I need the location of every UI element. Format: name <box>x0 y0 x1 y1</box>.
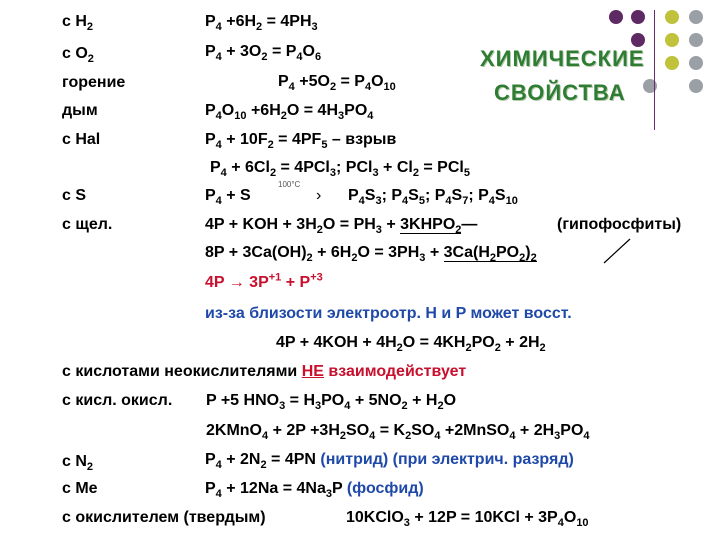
label-oxidizer: с окислителем (твердым) <box>62 509 266 526</box>
sulfur-arrow-icon: › <box>316 187 322 204</box>
reaction-alkali-1: 4P + KOH + $3H_2O = PH_3$ + $3KHPO_2—$ <box>205 216 478 237</box>
gray-dot <box>689 56 703 70</box>
me-note: (фосфид) <box>346 480 424 497</box>
reaction-fluorine: $P_4 + 10F_2 = 4PF_5$ – взрыв <box>205 131 397 152</box>
reaction-o2: $P_4 + 3O_2 = P_4O_6$ <box>205 43 322 64</box>
reaction-n2: $P_4 + 2N_2 = 4PN$ (нитрид) (при электрич. разряд) <box>205 451 574 472</box>
label-h2: с $H_2$ <box>62 13 94 34</box>
reaction-ox-2: 2KMnO$_4$ + $2P +3H_2SO_4 = K_2SO_4$ +2MnSO$_4$ + $2H_3PO_4$ <box>206 422 590 443</box>
reaction-nonox <box>62 362 466 382</box>
label-burn: горение <box>62 74 126 91</box>
gray-dot <box>689 79 703 93</box>
n2-note: (нитрид) (при электрич. разряд) <box>320 451 574 468</box>
purple-dot <box>631 10 645 24</box>
title-line-2: СВОЙСТВА <box>494 80 626 105</box>
title-line-1: ХИМИЧЕСКИЕ <box>480 46 645 71</box>
reaction-alkali-3: $4P + 4KOH + 4H_2O = 4KH_2PO_2 + 2H_2$ <box>276 334 546 355</box>
reaction-me: $P_4 + 12Na = 4Na_3P$ (фосфид) <box>205 480 424 501</box>
purple-dot <box>631 33 645 47</box>
reaction-smoke: $P_4O_{10} +6H_2O = 4H_3PO_4$ <box>205 102 374 123</box>
reaction-sulfur-products: $P_4S_3$; $P_4S_5$; $P_4S_7$; $P_4S_{10}$ <box>348 187 518 208</box>
reaction-h2: $P_4 +6H_2 = 4PH_3$ <box>205 13 318 34</box>
reaction-sulfur: $P_4 + S$ <box>205 187 251 208</box>
purple-dot <box>609 10 623 24</box>
reaction-oxidizer: 10KClO$_3$ + $12P = 10KCl + 3P_4O_{10}$ <box>346 509 589 530</box>
nonox-not: НЕ <box>301 363 324 380</box>
reaction-disproportionation: $4P \to 3P^{+1} + P^{+3}$ <box>205 271 323 291</box>
decor-line <box>654 10 655 130</box>
label-hal: с Hal <box>62 131 101 148</box>
label-alkali: с щел. <box>62 216 113 233</box>
label-me: с Me <box>62 480 98 497</box>
alkali-note: (гипофосфиты) <box>557 216 682 233</box>
reaction-burn: $P_4 +5O_2 = P_4O_{10}$ <box>278 73 396 94</box>
label-n2: с $N_2$ <box>62 453 94 474</box>
reaction-note: из-за близости электроотр. H и P может восст. <box>205 305 572 322</box>
reaction-ox-1: P +5 $HNO_3 = H_3PO_4 + 5NO_2 + H_2O$ <box>206 392 457 413</box>
label-smoke: дым <box>62 102 98 119</box>
reaction-alkali-2: $8P + 3Ca(OH)_2 + 6H_2O = 3PH_3 + 3Ca(H_2PO_2)_2$ <box>205 244 537 265</box>
gray-dot <box>689 33 703 47</box>
label-s: с S <box>62 187 87 204</box>
label-o2: с $O_2$ <box>62 45 94 66</box>
nonox-label: с кислотами неокислителями <box>62 363 298 380</box>
olive-dot <box>665 56 679 70</box>
olive-dot <box>665 33 679 47</box>
sulfur-condition: 100°C <box>278 180 301 189</box>
pointer-line <box>598 236 658 276</box>
gray-dot <box>689 10 703 24</box>
reaction-chlorine: $P_4 + 6Cl_2 = 4PCl_3$; $PCl_3 + Cl_2 = PCl_5$ <box>210 159 470 180</box>
label-ox-acid: с кисл. окисл. <box>62 392 173 409</box>
arrow-icon: → <box>228 274 245 291</box>
nonox-rest: взаимодействует <box>328 363 467 380</box>
olive-dot <box>665 10 679 24</box>
